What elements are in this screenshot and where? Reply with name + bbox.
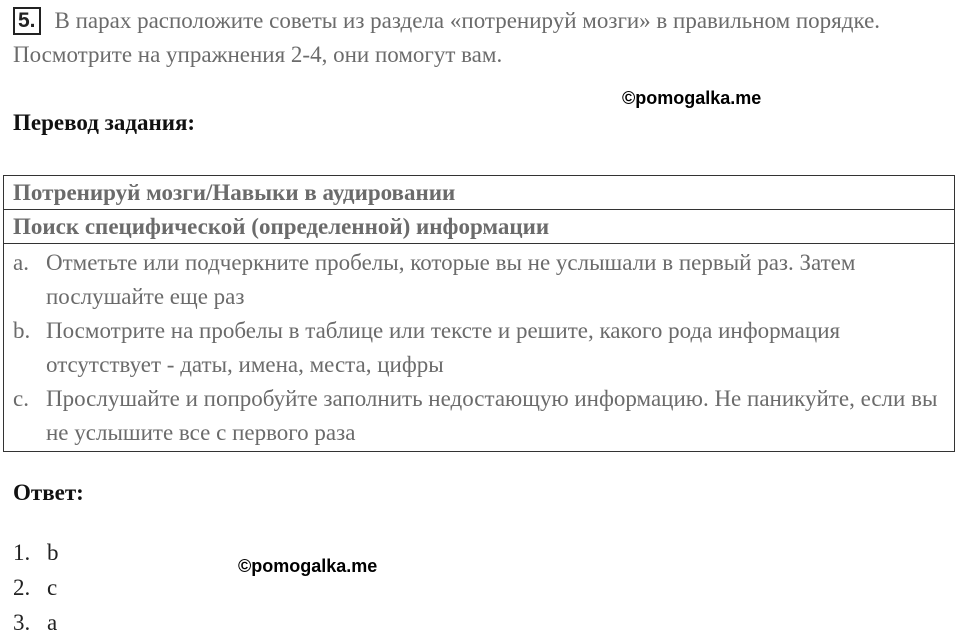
list-item	[4, 314, 954, 382]
answer-number: 2.	[13, 575, 31, 600]
answer-number: 1.	[13, 540, 31, 565]
list-item	[4, 246, 954, 314]
answer-number: 3.	[13, 610, 31, 635]
answer-heading: Ответ:	[13, 480, 84, 505]
tips-table	[3, 175, 955, 452]
list-item	[13, 605, 59, 640]
answers-list	[13, 535, 59, 640]
task-text: В парах расположите советы из раздела «потренируй мозги» в правильном порядке. Посмотрите на упражнения 2-4, они помогут вам.	[13, 8, 881, 67]
list-item	[13, 570, 59, 605]
translation-heading: Перевод задания:	[13, 110, 196, 135]
tip-letter: b.	[13, 318, 31, 343]
list-item	[13, 535, 59, 570]
tip-letter: c.	[13, 386, 29, 411]
task-statement	[13, 4, 943, 72]
table-title: Потренируй мозги/Навыки в аудировании	[4, 176, 954, 210]
answer-value: b	[47, 540, 59, 565]
answer-value: a	[47, 610, 58, 635]
watermark: ©pomogalka.me	[238, 556, 378, 576]
tips-list	[4, 244, 954, 450]
list-item	[4, 382, 954, 450]
tip-text: Отметьте или подчеркните пробелы, которые вы не услышали в первый раз. Затем послушайте еще раз	[46, 250, 856, 309]
watermark: ©pomogalka.me	[622, 88, 762, 108]
table-subtitle: Поиск специфической (определенной) информации	[4, 210, 954, 244]
tip-text: Посмотрите на пробелы в таблице или тексте и решите, какого рода информация отсутствует - даты, имена, места, цифры	[46, 318, 841, 377]
task-number-badge: 5.	[13, 7, 41, 35]
tip-letter: a.	[13, 250, 29, 275]
tip-text: Прослушайте и попробуйте заполнить недостающую информацию. Не паникуйте, если вы не услышите все с первого раза	[46, 386, 938, 445]
answer-value: c	[47, 575, 58, 600]
